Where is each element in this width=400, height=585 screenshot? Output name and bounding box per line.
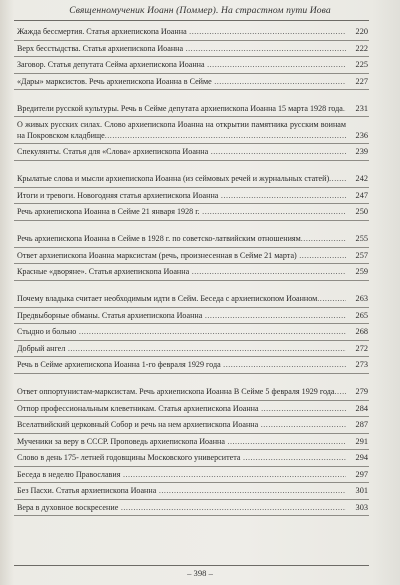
toc-entry[interactable] <box>14 483 369 500</box>
toc-entry-title: Беседа в неделю Православия ..... <box>17 470 346 479</box>
toc-entry-title: «Дары» марксистов. Речь архиепископа Иоанна в Сейме ..... <box>17 77 346 86</box>
toc-entry-title: Ответ архиепископа Иоанна марксистам (речь, произнесенная в Сейме 21 марта) ..... <box>17 251 346 260</box>
page-edge-shadow <box>372 0 400 585</box>
toc-entry-page: 287 <box>355 420 368 430</box>
toc-entry[interactable] <box>14 324 369 341</box>
toc-entry-title: Отпор профессиональным клеветникам. Статья архиепископа Иоанна ..... <box>17 404 346 413</box>
running-header: Священномученик Иоанн (Поммер). На страстном пути Иова <box>69 5 331 16</box>
toc-entry-title: Почему владыка считает необходимым идти в Сейм. Беседа с архиепископом Иоанном <box>17 294 318 304</box>
toc-entry-page: 222 <box>355 43 368 53</box>
toc-entry-page: 268 <box>355 327 368 337</box>
toc-entry-title: Речь архиепископа Иоанна в Сейме в 1928 г. по советско-латвийским отношениям <box>17 234 301 244</box>
footer-rule <box>14 565 369 566</box>
toc-entry-page: 294 <box>355 453 368 463</box>
toc-entry-page: 255 <box>355 234 368 244</box>
toc-entry[interactable] <box>14 188 369 205</box>
toc-entry[interactable] <box>14 90 369 117</box>
toc-entry-title: Красные «дворяне». Статья архиепископа Иоанна ..... <box>17 267 346 276</box>
toc-entry[interactable] <box>14 221 369 248</box>
table-of-contents <box>14 24 369 516</box>
toc-entry-page: 225 <box>355 60 368 70</box>
toc-entry[interactable] <box>14 57 369 74</box>
toc-entry-page: 247 <box>355 190 368 200</box>
toc-entry-title: Вселатвийский церковный Собор и речь на нем архиепископа Иоанна ..... <box>17 420 346 429</box>
toc-entry-page: 301 <box>355 486 368 496</box>
toc-entry-page: 259 <box>355 267 368 277</box>
toc-entry-page: 263 <box>355 294 368 304</box>
toc-entry-page: 265 <box>355 310 368 320</box>
toc-entry[interactable] <box>14 144 369 161</box>
toc-entry-page: 220 <box>355 27 368 37</box>
toc-entry-page: 242 <box>355 174 368 184</box>
toc-entry-title: Спекулянты. Статья для «Слова» архиепископа Иоанна ..... <box>17 147 346 156</box>
toc-entry[interactable] <box>14 417 369 434</box>
toc-entry-title: Жажда бессмертия. Статья архиепископа Иоанна ..... <box>17 27 346 36</box>
toc-entry-title: Ответ оппортунистам-марксистам. Речь архиепископа Иоанна В Сейме 5 февраля 1929 года <box>17 387 335 397</box>
toc-entry[interactable] <box>14 401 369 418</box>
toc-entry[interactable] <box>14 467 369 484</box>
toc-entry[interactable] <box>14 281 369 308</box>
toc-entry[interactable] <box>14 248 369 265</box>
toc-entry[interactable] <box>14 308 369 325</box>
toc-entry-page: 250 <box>355 207 368 217</box>
toc-entry-page: 297 <box>355 469 368 479</box>
toc-entry-page: 291 <box>355 436 368 446</box>
toc-entry-title: Вера в духовное воскресение ..... <box>17 503 346 512</box>
toc-entry-title: Речь архиепископа Иоанна в Сейме 21 января 1928 г. ..... <box>17 207 346 216</box>
toc-entry-page: 257 <box>355 250 368 260</box>
toc-entry[interactable] <box>14 450 369 467</box>
toc-entry-title: Речь в Сейме архиепископа Иоанна 1-го февраля 1929 года ..... <box>17 360 346 369</box>
toc-entry-title: Верх бесстыдства. Статья архиепископа Иоанна ..... <box>17 44 346 53</box>
toc-entry[interactable] <box>14 500 369 517</box>
toc-entry[interactable] <box>14 341 369 358</box>
toc-entry-title: Мученики за веру в СССР. Проповедь архиепископа Иоанна ..... <box>17 437 346 446</box>
toc-entry[interactable] <box>14 117 369 144</box>
toc-entry-page: 273 <box>355 360 368 370</box>
toc-entry-title: Вредители русской культуры. Речь в Сейме депутата архиепископа Иоанна 15 марта 1928 года <box>17 103 343 113</box>
page-number: – 398 – <box>187 568 213 578</box>
header-rule <box>14 20 369 21</box>
toc-entry-title: Слово в день 175- летней годовщины Московского университета ..... <box>17 453 346 462</box>
toc-entry[interactable] <box>14 74 369 91</box>
toc-entry-title: Добрый ангел ..... <box>17 344 346 353</box>
toc-entry-page: 231 <box>355 103 368 113</box>
toc-entry[interactable] <box>14 24 369 41</box>
toc-entry-page: 284 <box>355 403 368 413</box>
toc-entry-page: 236 <box>355 130 368 140</box>
toc-entry[interactable] <box>14 434 369 451</box>
toc-entry-page: 272 <box>355 343 368 353</box>
toc-entry[interactable] <box>14 357 369 374</box>
toc-entry[interactable] <box>14 204 369 221</box>
toc-entry[interactable] <box>14 161 369 188</box>
toc-entry-page: 227 <box>355 76 368 86</box>
toc-entry[interactable] <box>14 264 369 281</box>
toc-entry-page: 279 <box>355 387 368 397</box>
toc-entry-page: 303 <box>355 502 368 512</box>
toc-entry-title: Итоги и тревоги. Новогодняя статья архиепископа Иоанна ..... <box>17 191 346 200</box>
toc-entry-title: Без Пасхи. Статья архиепископа Иоанна ..... <box>17 486 346 495</box>
toc-entry-title: Крылатые слова и мысли архиепископа Иоанна (из сеймовых речей и журнальных статей) <box>17 174 330 184</box>
toc-entry-title: Заговор. Статья депутата Сейма архиепископа Иоанна ..... <box>17 60 346 69</box>
toc-entry-title: Предвыборные обманы. Статья архиепископа Иоанна ..... <box>17 311 346 320</box>
toc-entry[interactable] <box>14 374 369 401</box>
toc-entry-title: Стыдно и больно ..... <box>17 327 346 336</box>
toc-entry-page: 239 <box>355 147 368 157</box>
toc-entry-title: О живых русских силах. Слово архиепископа Иоанна на открытии памятника русским воинам на Покровском кладбище <box>17 120 346 140</box>
toc-entry[interactable] <box>14 41 369 58</box>
